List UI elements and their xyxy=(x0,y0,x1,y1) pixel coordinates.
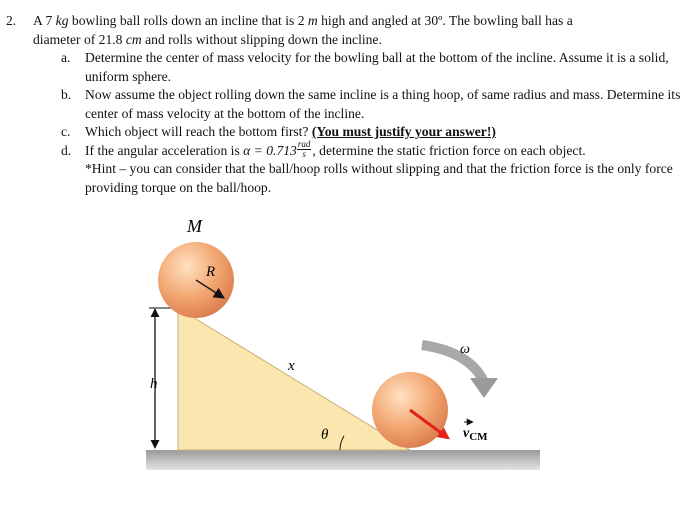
height-label: h xyxy=(150,376,158,392)
unit-denominator: s xyxy=(302,148,306,159)
incline-figure xyxy=(140,212,540,492)
part-text: Which object will reach the bottom first? xyxy=(85,124,309,139)
incline-diagram xyxy=(140,212,540,492)
part-text: Determine the center of mass velocity for the bowling ball at the bottom of the incline. Assume it is a solid, uniform sphere. xyxy=(85,50,669,84)
rotation-arrow xyxy=(422,345,484,382)
rotation-arrowhead xyxy=(470,378,498,398)
problem-parts xyxy=(6,49,690,160)
unit-kg: kg xyxy=(55,13,69,28)
vcm-symbol: v xyxy=(463,426,470,441)
mass-label: M xyxy=(187,216,202,236)
unit-m: m xyxy=(307,13,318,28)
radius-label: R xyxy=(206,264,216,280)
part-letter: c. xyxy=(61,124,71,139)
unit-numerator: rad xyxy=(297,138,311,149)
angle-label: θ xyxy=(321,427,329,443)
problem-stem xyxy=(6,12,690,49)
incline-wedge xyxy=(178,308,410,450)
part-text-end: , determine the static friction force on each object. xyxy=(312,142,586,158)
stem-text-5: and rolls without slipping down the incline. xyxy=(141,31,382,47)
stem-text-2: bowling ball rolls down an incline that is 2 xyxy=(68,13,308,28)
ground xyxy=(146,450,540,470)
stem-text-3: high and angled at 30º. The bowling ball has a xyxy=(317,13,573,28)
part-text: If the angular acceleration is xyxy=(85,142,244,158)
vcm-subscript: CM xyxy=(469,431,488,443)
part-b xyxy=(6,86,690,123)
part-d xyxy=(6,138,690,161)
part-letter: b. xyxy=(61,87,72,102)
part-emphasis: (You must justify your answer!) xyxy=(311,124,496,139)
unit-fraction xyxy=(297,140,312,159)
hint-text: *Hint – you can consider that the ball/hoop rolls without slipping and that the friction force is the only force providing torque on the ball/hoop. xyxy=(85,161,673,195)
problem-2 xyxy=(6,12,690,197)
part-letter: a. xyxy=(61,50,71,65)
vcm-label xyxy=(463,426,488,443)
problem-number: 2. xyxy=(6,13,17,28)
distance-label: x xyxy=(288,358,295,374)
part-c xyxy=(6,123,690,142)
alpha-value: α = 0.713 xyxy=(243,142,297,158)
omega-label: ω xyxy=(460,342,470,357)
part-letter: d. xyxy=(61,142,72,158)
unit-cm: cm xyxy=(125,31,142,47)
part-a xyxy=(6,49,690,86)
stem-text-4: diameter of 21.8 xyxy=(33,31,126,47)
part-text: Now assume the object rolling down the same incline is a thing hoop, of same radius and mass. Determine its center of mass velocity at the bottom of the incline. xyxy=(85,87,681,121)
stem-text-1: A 7 xyxy=(33,13,56,28)
